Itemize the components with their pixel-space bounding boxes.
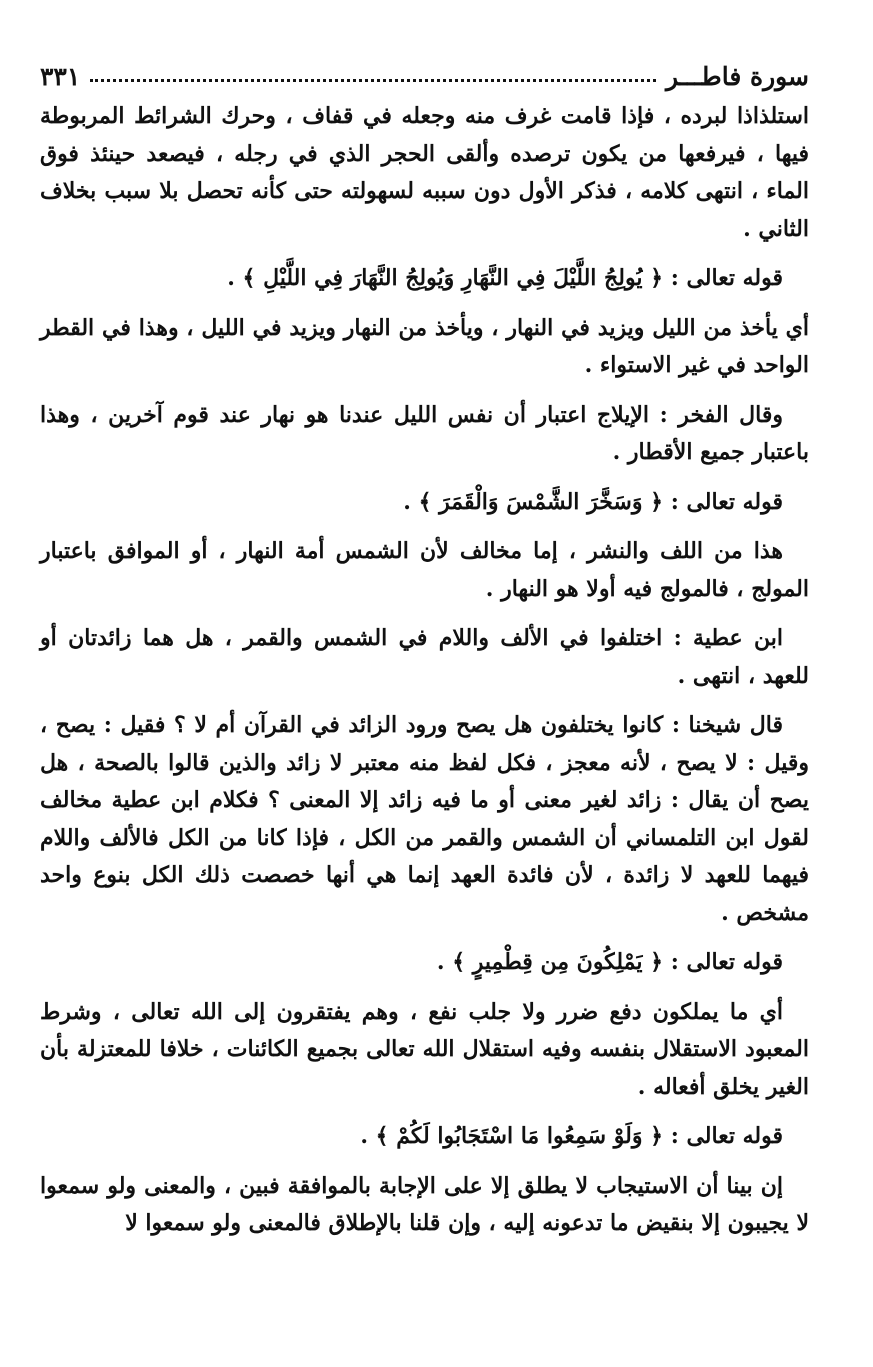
verse-tail: . <box>403 488 411 515</box>
page-number: ٣٣١ <box>40 61 81 91</box>
verse-heading-1 <box>40 260 809 298</box>
paragraph-2: أي يأخذ من الليل ويزيد في النهار ، ويأخذ من النهار ويزيد في الليل ، وهذا في القطر الواحد في غير الاستواء . <box>40 314 809 378</box>
paragraph-5: ابن عطية : اختلفوا في الألف واللام في الشمس والقمر ، هل هما زائدتان أو للعهد ، انتهى . <box>40 625 809 689</box>
paragraph-4: هذا من اللف والنشر ، إما مخالف لأن الشمس أمة النهار ، أو الموافق باعتبار المولج ، فالمولج فيه أولا هو النهار . <box>40 538 809 602</box>
paragraph-8: إن بينا أن الاستيجاب لا يطلق إلا على الإجابة بالموافقة فبين ، والمعنى ولو سمعوا لا يجيبون إلا بنقيض ما تدعونه إليه ، وإن قلنا بالإطلاق فالمعنى ولو سمعوا لا <box>40 1172 809 1236</box>
dotted-leader <box>90 79 656 82</box>
verse-lead: قوله تعالى : <box>670 265 783 291</box>
verse-heading-3 <box>40 944 809 982</box>
verse-lead: قوله تعالى : <box>670 488 783 515</box>
quran-verse: ﴿ يَمْلِكُونَ مِن قِطْمِيرٍ ﴾ <box>452 949 664 975</box>
surah-title: سورة فاطـــر <box>666 61 809 91</box>
paragraph-7: أي ما يملكون دفع ضرر ولا جلب نفع ، وهم يفتقرون إلى الله تعالى ، وشرط المعبود الاستقلال بنفسه وفيه استقلال الله تعالى بجميع الكائنات ، خلافا للمعتزلة بأن الغير يخلق أفعاله . <box>40 998 809 1100</box>
verse-lead: قوله تعالى : <box>670 1123 783 1149</box>
running-head <box>40 58 809 94</box>
quran-verse: ﴿ وَسَخَّرَ الشَّمْسَ وَالْقَمَرَ ﴾ <box>418 488 664 515</box>
verse-lead: قوله تعالى : <box>670 949 783 975</box>
verse-heading-2 <box>40 484 809 522</box>
quran-verse: ﴿ وَلَوْ سَمِعُوا مَا اسْتَجَابُوا لَكُمْ ﴾ <box>375 1123 664 1149</box>
paragraph-6: قال شيخنا : كانوا يختلفون هل يصح ورود الزائد في القرآن أم لا ؟ فقيل : يصح ، وقيل : لا يصح ، لأنه معجز ، فكل لفظ منه معتبر لا زائد والذين قالوا بالصحة ، هل يصح أن يقال : زائد لغير معنى أو ما فيه زائد إلا المعنى ؟ فكلام ابن عطية مخالف لقول ابن التلمساني أن الشمس والقمر من الكل ، فإذا كانا من الكل فالألف واللام فيهما للعهد لا زائدة ، لأن فائدة العهد إنما هي أنها خصصت ذلك الكل بنوع واحد مشخص . <box>40 712 809 926</box>
verse-tail: . <box>360 1123 368 1149</box>
quran-verse: ﴿ يُولِجُ اللَّيْلَ فِي النَّهَارِ وَيُولِجُ النَّهَارَ فِي اللَّيْلِ ﴾ <box>242 265 664 291</box>
paragraph-1: استلذاذا لبرده ، فإذا قامت غرف منه وجعله في قفاف ، وحرك الشرائط المربوطة فيها ، فيرفعها من يكون ترصده وألقى الحجر الذي في رجله ، فيصعد حينئذ فوق الماء ، انتهى كلامه ، فذكر الأول دون سببه لسهولته حتى كأنه تحصل بلا سبب بخلاف الثاني . <box>40 103 809 242</box>
verse-tail: . <box>436 949 445 975</box>
verse-heading-4 <box>40 1118 809 1156</box>
paragraph-3: وقال الفخر : الإيلاج اعتبار أن نفس الليل عندنا هو نهار عند قوم آخرين ، وهذا باعتبار جميع الأقطار . <box>40 401 809 465</box>
verse-tail: . <box>227 265 235 291</box>
